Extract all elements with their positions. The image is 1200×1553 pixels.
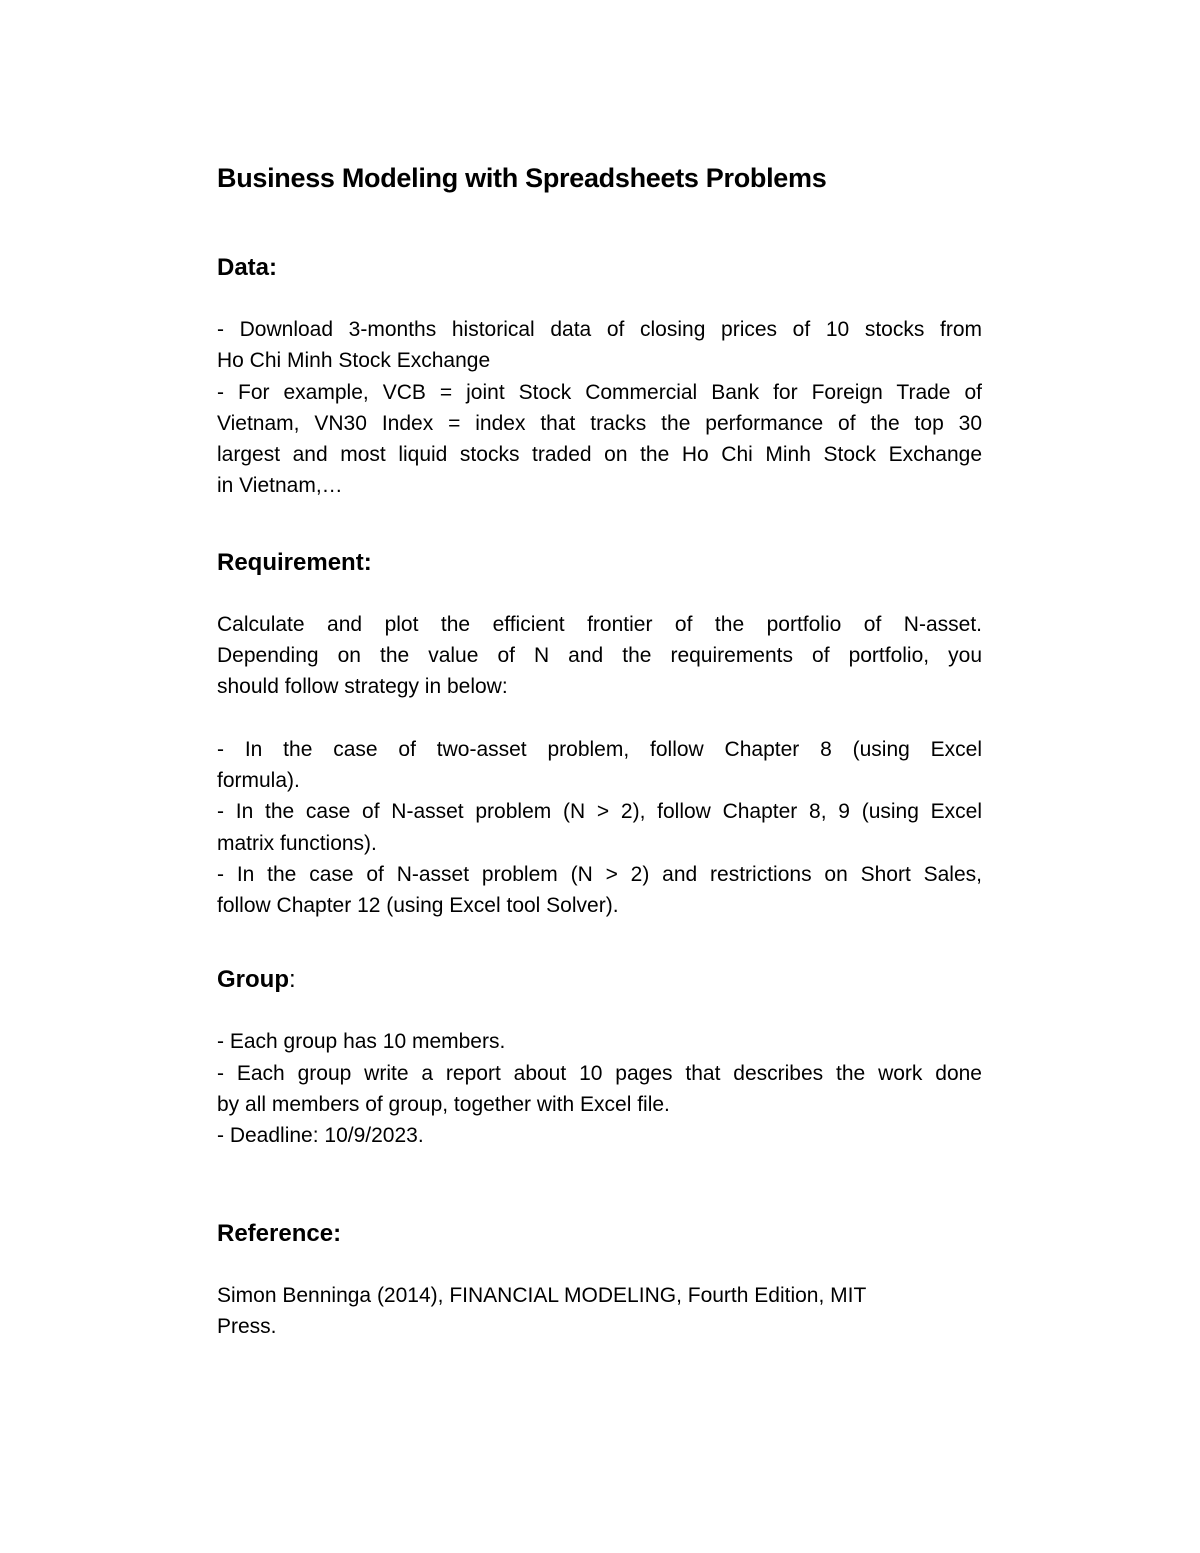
group-body (217, 1026, 982, 1151)
document-title: Business Modeling with Spreadsheets Problems (217, 163, 827, 193)
data-heading: Data: (217, 254, 278, 281)
data-line: in Vietnam,… (217, 474, 343, 498)
requirement-body (217, 609, 982, 922)
group-heading (217, 964, 982, 996)
reference-body (217, 1280, 982, 1343)
requirement-item-line: - In the case of N-asset problem (N > 2) and restrictions on Short Sales, (217, 862, 982, 886)
reference-line: Simon Benninga (2014), FINANCIAL MODELING, Fourth Edition, MIT (217, 1283, 867, 1307)
data-line: Vietnam, VN30 Index = index that tracks the performance of the top 30 (217, 411, 982, 435)
requirement-item-line: formula). (217, 768, 300, 792)
data-line: largest and most liquid stocks traded on the Ho Chi Minh Stock Exchange (217, 443, 982, 467)
group-line: by all members of group, together with Excel file. (217, 1093, 670, 1117)
requirement-intro-line: should follow strategy in below: (217, 675, 508, 699)
group-heading-colon: : (289, 966, 296, 994)
data-line: - Download 3-months historical data of closing prices of 10 stocks from (217, 318, 982, 341)
document-page (217, 160, 982, 1342)
data-line: - For example, VCB = joint Stock Commercial Bank for Foreign Trade of (217, 380, 982, 404)
data-body (217, 314, 982, 502)
group-line: - Each group write a report about 10 pages that describes the work done (217, 1061, 982, 1085)
requirement-item-line: - In the case of two-asset problem, follow Chapter 8 (using Excel (217, 737, 982, 761)
data-line: Ho Chi Minh Stock Exchange (217, 349, 491, 373)
requirement-item-line: follow Chapter 12 (using Excel tool Solver). (217, 894, 619, 918)
requirement-item-line: matrix functions). (217, 831, 377, 855)
reference-line: Press. (217, 1314, 277, 1338)
requirement-intro-line: Depending on the value of N and the requirements of portfolio, you (217, 644, 982, 668)
requirement-item-line: - In the case of N-asset problem (N > 2), follow Chapter 8, 9 (using Excel (217, 800, 982, 824)
group-line: - Each group has 10 members. (217, 1030, 506, 1054)
group-line: - Deadline: 10/9/2023. (217, 1124, 424, 1148)
reference-heading: Reference: (217, 1219, 342, 1247)
requirement-intro-line: Calculate and plot the efficient frontier of the portfolio of N-asset. (217, 612, 982, 636)
requirement-heading: Requirement: (217, 548, 372, 576)
group-heading-text: Group (217, 966, 289, 994)
